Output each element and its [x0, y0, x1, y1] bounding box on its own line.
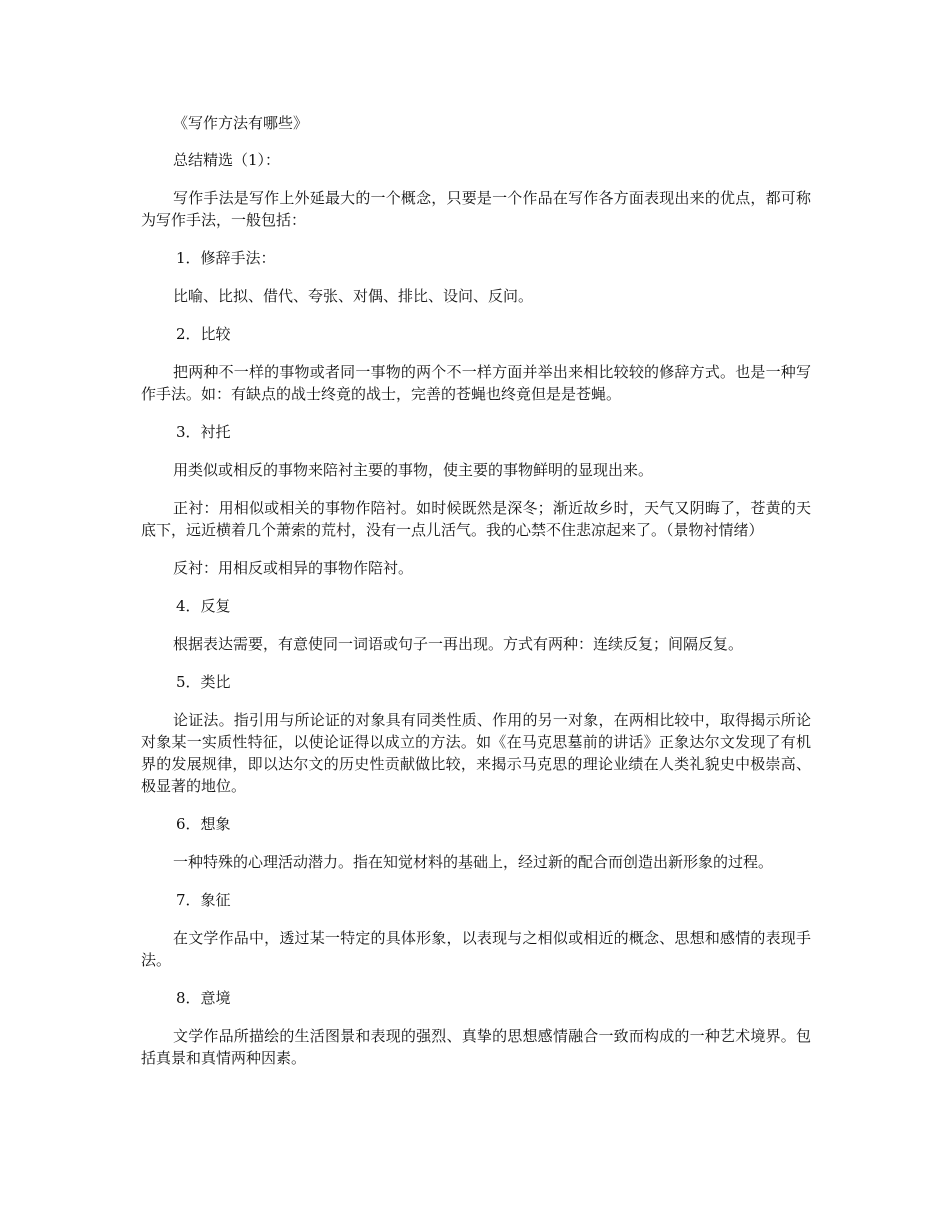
body-paragraph: 用类似或相反的事物来陪衬主要的事物，使主要的事物鲜明的显现出来。 [173, 461, 654, 479]
section-heading: 3．衬托 [176, 423, 231, 441]
section-heading: 7．象征 [176, 891, 231, 909]
body-paragraph: 论证法。指引用与所论证的对象具有同类性质、作用的另一对象，在两相比较中，取得揭示所论对象某一实质性特征，以使论证得以成立的方法。如《在马克思墓前的讲话》正象达尔文发现了有机界的发展规律，即以达尔文的历史性贡献做比较，来揭示马克思的理论业绩在人类礼貌史中极崇高、极显著的地位。 [141, 711, 811, 795]
body-paragraph: 把两种不一样的事物或者同一事物的两个不一样方面并举出来相比较较的修辞方式。也是一种写作手法。如：有缺点的战士终竟的战士，完善的苍蝇也终竟但是是苍蝇。 [141, 363, 811, 403]
section-heading: 5．类比 [176, 673, 231, 691]
section-heading: 1．修辞手法： [176, 249, 276, 267]
body-paragraph: 写作手法是写作上外延最大的一个概念，只要是一个作品在写作各方面表现出来的优点，都可称为写作手法，一般包括： [141, 189, 811, 229]
body-paragraph: 文学作品所描绘的生活图景和表现的强烈、真挚的思想感情融合一致而构成的一种艺术境界。包括真景和真情两种因素。 [141, 1027, 811, 1067]
body-paragraph: 比喻、比拟、借代、夸张、对偶、排比、设问、反问。 [173, 287, 534, 305]
body-paragraph: 反衬：用相反或相异的事物作陪衬。 [173, 559, 414, 577]
section-heading: 6．想象 [176, 815, 231, 833]
document-title: 《写作方法有哪些》 [173, 114, 309, 132]
document-body [141, 187, 811, 1069]
section-heading: 4．反复 [176, 597, 231, 615]
body-paragraph: 在文学作品中，透过某一特定的具体形象，以表现与之相似或相近的概念、思想和感情的表现手法。 [141, 929, 811, 969]
body-paragraph: 正衬：用相似或相关的事物作陪衬。如时候既然是深冬；渐近故乡时，天气又阴晦了，苍黄的天底下，远近横着几个萧索的荒村，没有一点儿活气。我的心禁不住悲凉起来了。（景物衬情绪） [141, 499, 811, 539]
body-paragraph: 一种特殊的心理活动潜力。指在知觉材料的基础上，经过新的配合而创造出新形象的过程。 [173, 853, 774, 871]
body-paragraph: 根据表达需要，有意使同一词语或句子一再出现。方式有两种：连续反复；间隔反复。 [173, 635, 744, 653]
document-subtitle: 总结精选（1）： [173, 151, 281, 169]
section-heading: 2．比较 [176, 325, 231, 343]
section-heading: 8．意境 [176, 989, 231, 1007]
document-page [141, 112, 811, 1085]
